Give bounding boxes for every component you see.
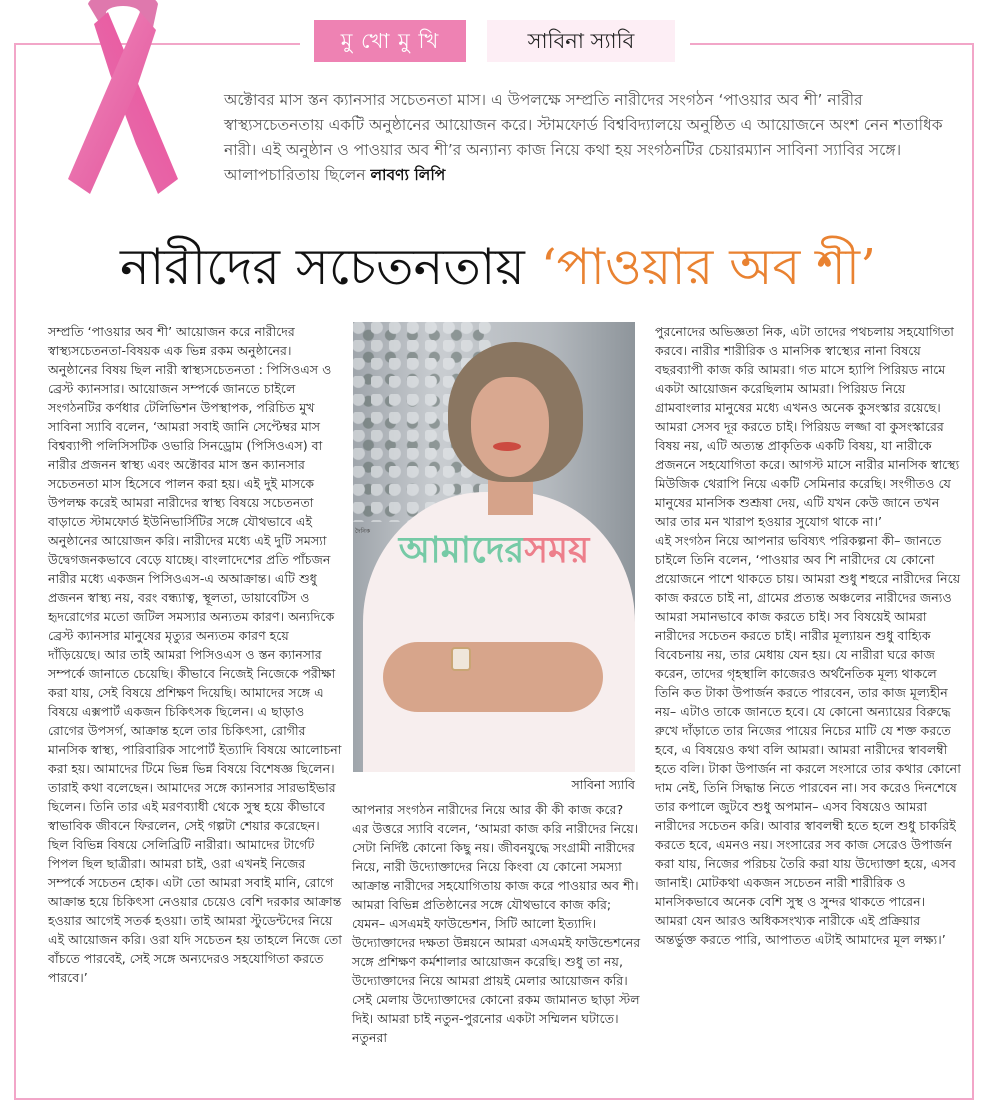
photo-face — [471, 377, 549, 477]
section-label-tab: মু খো মু খি — [314, 20, 466, 62]
headline — [48, 232, 948, 302]
article-column-2: আপনার সংগঠন নারীদের নিয়ে আর কী কী কাজ করে? এর উত্তরে স্যাবি বলেন, ‘আমরা কাজ করি নারীদের নিয়ে। সেটা নির্দিষ্ট কোনো কিছু নয়। জীবনযুদ্ধে সংগ্রামী নারীদের নিয়ে, নারী উদ্যোক্তাদের নিয়ে কিংবা যে কোনো সমস্যা আক্রান্ত নারীদের সহযোগিতায় কাজ করে পাওয়ার অব শী। আমরা বিভিন্ন প্রতিষ্ঠানের সঙ্গে যৌথভাবে কাজ করি; যেমন– এসএমই ফাউন্ডেশন, সিটি আলো ইত্যাদি। উদ্যোক্তাদের দক্ষতা উন্নয়নে আমরা এসএমই ফাউন্ডেশনের সঙ্গে প্রশিক্ষণ কর্মশালার আয়োজন করেছি। শুধু তা নয়, উদ্যোক্তাদের নিয়ে আমরা প্রায়ই মেলার আয়োজন করি। সেই মেলায় উদ্যোক্তাদের কোনো রকম জামানত ছাড়া স্টল দিই। আমরা চাই নতুন-পুরনোর একটা সম্মিলন ঘটাতে। নতুনরা — [352, 802, 641, 1045]
watermark-small-text: দৈনিক — [355, 528, 371, 535]
article-column-3 — [655, 322, 961, 949]
intro-paragraph — [224, 88, 964, 188]
photo-lips — [493, 442, 521, 451]
article-column-1: সম্প্রতি ‘পাওয়ার অব শী’ আয়োজন করে নারীদের স্বাস্থ্যসচেতনতা-বিষয়ক এক ভিন্ন রকম অনুষ্ঠানের। অনুষ্ঠানের বিষয় ছিল নারী স্বাস্থ্যসচেতনতা : পিসিওএস ও ব্রেস্ট ক্যানসার। আয়োজন সম্পর্কে জানতে চাইলে সংগঠনটির কর্ণধার টেলিভিশন উপস্থাপক, পরিচিত মুখ সাবিনা স্যাবি বলেন, ‘আমরা সবাই জানি সেপ্টেম্বর মাস বিশ্বব্যাপী পলিসিসটিক ওভারি সিনড্রোম (পিসিওএস) বা নারীর প্রজনন স্বাস্থ্য এবং অক্টোবর মাস স্তন ক্যানসার সচেতনতা মাস হিসেবে পালন করা হয়। এই দুই মাসকে উপলক্ষ করেই আমরা নারীদের স্বাস্থ্য বিষয়ে সচেতনতা বাড়াতে স্টামফোর্ড ইউনিভার্সিটির সঙ্গে যৌথভাবে এই অনুষ্ঠানের আয়োজন করি। নারীদের মধ্যে এই দুটি সমস্যা উদ্বেগজনকভাবে বেড়ে যাচ্ছে। বাংলাদেশের প্রতি পাঁচজন নারীর মধ্যে একজন পিসিওএস-এ অআক্রান্ত। এটি শুধু প্রজনন স্বাস্থ্য নয়, বরং বন্ধ্যাত্ব, স্থূলতা, ডায়াবেটিস ও হৃদরোগের মতো জটিল সমস্যার অন্যতম কারণ। অন্যদিকে ব্রেস্ট ক্যানসার মানুষের মৃত্যুর অন্যতম কারণ হয়ে দাঁড়িয়েছে। আর তাই আমরা পিসিওএস ও স্তন ক্যানসার সম্পর্কে জানাতে চেয়েছি। কীভাবে নিজেই নিজেকে পরীক্ষা করা যায়, সেই বিষয়ে প্রশিক্ষণ দিয়েছি। আমাদের সঙ্গে এ বিষয়ে এক্সপার্ট একজন চিকিৎসক ছিলেন। এ ছাড়াও রোগের উপসর্গ, আক্রান্ত হলে তার চিকিৎসা, রোগীর মানসিক স্বাস্থ্য, পারিবারিক সাপোর্ট ইত্যাদি বিষয়ে আলোচনা করা হয়। আমাদের টিমে ভিন্ন ভিন্ন বিষয়ে বিশেষজ্ঞ ছিলেন। তারাই কথা বলেছেন। আমাদের সঙ্গে ক্যানসার সারভাইভার ছিলেন। তিনি তার এই মরণব্যাধী থেকে সুস্থ হয়ে কীভাবে স্বাভাবিক জীবনে ফিরলেন, সেই গল্পটা শেয়ার করেছেন। ছিল বিভিন্ন বিষয়ে সেলিব্রিটি নারীরা। আমাদের টার্গেট পিপল ছিল ছাত্রীরা। আমরা চাই, ওরা এখনই নিজের সম্পর্কে সচেতন হোক। এটা তো আমরা সবাই মানি, রোগে আক্রান্ত হয়ে চিকিৎসা নেওয়ার চেয়েও বেশি দরকার আক্রান্ত হওয়ার আগেই সতর্ক হওয়া। তাই আমরা স্টুডেন্টদের নিয়ে এই আয়োজন করি। ওরা যদি সচেতন হয় তাহলে নিজে তো বাঁচতে পারবেই, সেই সঙ্গে অন্যদেরও সহযোগিতা করতে পারবে।’ — [48, 324, 342, 985]
photo-arms — [383, 642, 603, 712]
headline-part1: নারীদের সচেতনতায় — [119, 238, 541, 296]
person-name-tab: সাবিনা স্যাবি — [487, 20, 675, 62]
watch-icon — [451, 647, 471, 671]
newspaper-watermark — [353, 528, 635, 572]
watermark-part2: সময় — [524, 529, 590, 571]
pink-ribbon-icon — [48, 0, 198, 204]
watermark-part1: আমাদের — [398, 529, 525, 571]
byline: লাবণ্য লিপি — [370, 166, 446, 184]
intro-text: অক্টোবর মাস স্তন ক্যানসার সচেতনতা মাস। এ উপলক্ষে সম্প্রতি নারীদের সংগঠন ‘পাওয়ার অব শী’ নারীর স্বাস্থ্যসচেতনতায় একটি অনুষ্ঠানের আয়োজন করে। স্টামফোর্ড বিশ্ববিদ্যালয়ে অনুষ্ঠিত এ আয়োজনে অংশ নেন শতাধিক নারী। এই অনুষ্ঠান ও পাওয়ার অব শী’র অন্যান্য কাজ নিয়ে কথা হয় সংগঠনটির চেয়ারম্যান সাবিনা স্যাবির সঙ্গে। আলাপচারিতায় ছিলেন — [224, 91, 943, 184]
article-paragraph: এই সংগঠন নিয়ে আপনার ভবিষ্যৎ পরিকল্পনা কী– জানতে চাইলে তিনি বলেন, ‘পাওয়ার অব শি নারীদের যে কোনো প্রয়োজনে পাশে থাকতে চায়। আমরা শুধু শহুরে নারীদের নিয়ে কাজ করতে চাই না, গ্রামের প্রত্যন্ত অঞ্চলের নারীদের জন্যও আমরা সমানভাবে কাজ করতে চাই। সব বিষয়েই আমরা নারীদের সচেতন করতে চাই। নারীর মূল্যায়ন শুধু বাহ্যিক বিবেচনায় নয়, তার মেধায় যেন হয়। যে নারীরা ঘরে কাজ করেন, তাদের গৃহস্থালি কাজেরও অর্থনৈতিক মূল্য থাকলে তিনি কত টাকা উপার্জন করতে পারবেন, তার কাজ মূল্যহীন নয়– এটাও তাকে জানতে হবে। যে কোনো অন্যায়ের বিরুদ্ধে রুখে দাঁড়াতে তার নিজের পায়ের নিচের মাটি যে শক্ত করতে হবে, এ বিষয়েও কথা বলি আমরা। আমরা নারীদের স্বাবলম্বী হতে বলি। টাকা উপার্জন না করলে সংসারে তার কথার কোনো দাম নেই, তিনি সিদ্ধান্ত নিতে পারবেন না। সব করেও দিনশেষে তার কপালে জুটবে শুধু অপমান– এসব বিষয়েও আমরা নারীদের সচেতন করি। আবার স্বাবলম্বী হতে হলে শুধু চাকরিই করতে হবে, এমনও নয়। সংসারের সব কাজ সেরেও উপার্জন করা যায়, নিজের পরিচয় তৈরি করা যায় উদ্যোক্তা হয়ে, এসব জানাই। মোটকথা একজন সচেতন নারী শারীরিক ও মানসিকভাবে অনেক বেশি সুস্থ ও সুন্দর থাকতে পারেন। আমরা যেন আরও অধিকসংখ্যক নারীকে এই প্রক্রিয়ার অন্তর্ভুক্ত করতে পারি, আপাতত এটাই আমাদের মূল লক্ষ্য।’ — [655, 533, 961, 947]
article-paragraph: পুরনোদের অভিজ্ঞতা নিক, এটা তাদের পথচলায় সহযোগিতা করবে। নারীর শারীরিক ও মানসিক স্বাস্থ্যের নানা বিষয়ে বছরব্যাপী কাজ করি আমরা। গত মাসে হ্যাপি পিরিয়ড নামে একটা আয়োজন করেছিলাম আমরা। পিরিয়ড নিয়ে গ্রামবাংলার মানুষের মধ্যে এখনও অনেক কুসংস্কার রয়েছে। আমরা সেসব দূর করতে চাই। পিরিয়ড লজ্জা বা কুসংস্কারের বিষয় নয়, এটি অত্যন্ত প্রাকৃতিক একটি বিষয়, যা নারীকে প্রজননে সহযোগিতা করে। আগস্ট মাসে নারীর মানসিক স্বাস্থ্যে মিউজিক থেরাপি নিয়ে একটি সেমিনার করেছি। সংগীতও যে মানুষের মানসিক শুশ্রূষা দেয়, এটি যখন কেউ জানে তখন আর তার মন খারাপ হওয়ার সুযোগ থাকে না।’ — [655, 324, 960, 529]
headline-part2: ‘পাওয়ার অব শী’ — [540, 238, 877, 296]
photo-caption: সাবিনা স্যাবি — [571, 777, 635, 792]
